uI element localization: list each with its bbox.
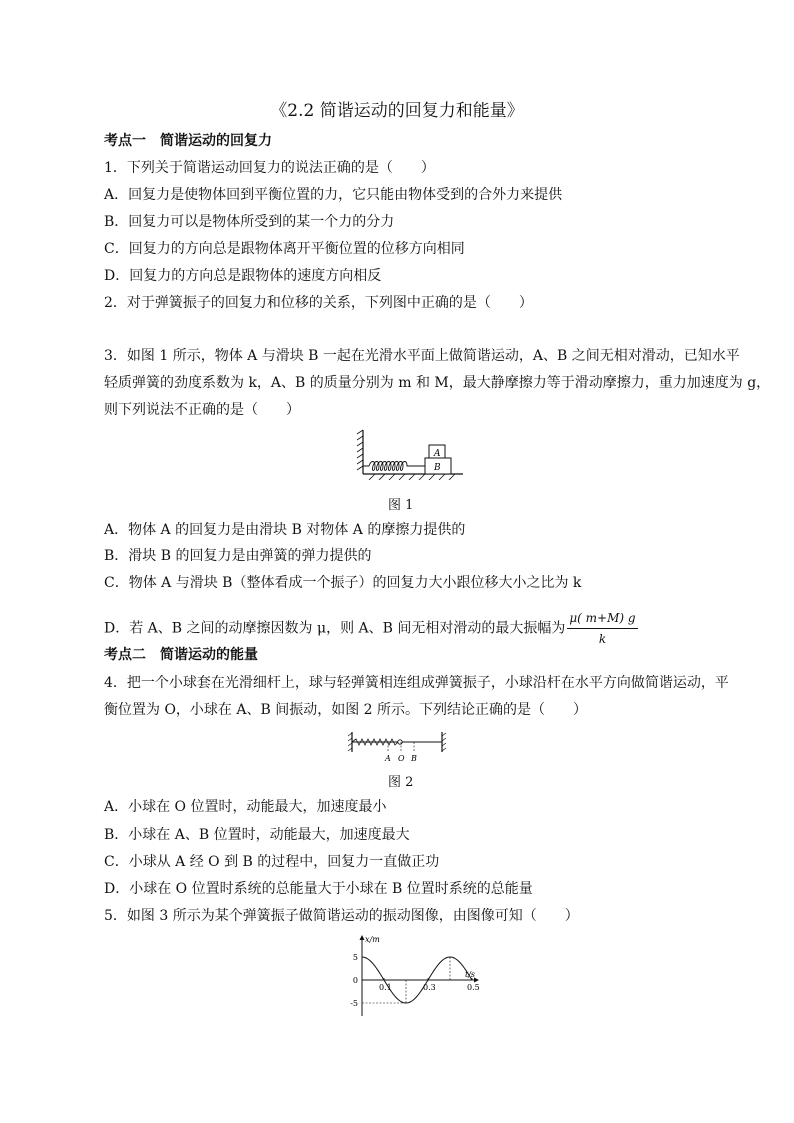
point-o-label: O [398,754,405,763]
q3-option-b: B．滑块 B 的回复力是由弹簧的弹力提供的 [104,548,372,564]
q1-option-d: D．回复力的方向总是跟物体的速度方向相反 [104,268,382,284]
fraction-denominator: k [598,632,607,646]
q3-option-a: A．物体 A 的回复力是由滑块 B 对物体 A 的摩擦力提供的 [104,522,466,538]
figure-1-caption: 图 1 [388,498,414,513]
point-a-label: A [385,754,391,763]
block-b-label: B [434,463,441,473]
q1-option-a: A．回复力是使物体回到平衡位置的力，它只能由物体受到的合外力来提供 [104,187,563,203]
x-tick-label: 0.1 [379,983,392,992]
question-1: 1．下列关于简谐运动回复力的说法正确的是（ ） [104,160,435,176]
question-3-line-2: 轻质弹簧的劲度系数为 k，A、B 的质量分别为 m 和 M，最大静摩擦力等于滑动摩擦力，重力加速度为 g， [104,375,771,391]
question-5: 5．如图 3 所示为某个弹簧振子做简谐运动的振动图像，由图像可知（ ） [104,908,579,924]
y-tick-label: 0 [352,976,358,985]
ball [398,740,402,744]
block-a-label: A [434,449,441,459]
q3-option-d-text: D．若 A、B 之间的动摩擦因数为 μ，则 A、B 间无相对滑动的最大振幅为 [104,620,566,637]
q1-option-b: B．回复力可以是物体所受到的某一个力的分力 [104,214,395,230]
point-b-label: B [411,754,417,763]
question-4-line-1: 4．把一个小球套在光滑细杆上，球与轻弹簧相连组成弹簧振子，小球沿杆在水平方向做简谐运动，平 [104,675,729,691]
q3-option-d [104,608,638,649]
figure-3-vibration-graph [340,932,485,1022]
y-tick-label: -5 [350,999,358,1008]
q3-option-c: C．物体 A 与滑块 B（整体看成一个振子）的回复力大小跟位移大小之比为 k [104,575,582,591]
q1-option-c: C．回复力的方向总是跟物体离开平衡位置的位移方向相同 [104,241,465,257]
q4-option-a: A．小球在 O 位置时，动能最大，加速度最小 [104,799,387,815]
page-title: 《2.2 简谐运动的回复力和能量》 [270,101,524,121]
q4-option-d: D．小球在 O 位置时系统的总能量大于小球在 B 位置时系统的总能量 [104,881,533,897]
question-2: 2．对于弹簧振子的回复力和位移的关系，下列图中正确的是（ ） [104,295,533,311]
section-heading-2: 考点二 简谐运动的能量 [104,647,258,663]
question-3-line-3: 则下列说法不正确的是（ ） [104,402,300,418]
y-axis-label: x/m [365,935,380,944]
y-tick-label: 5 [352,953,358,962]
q4-option-c: C．小球从 A 经 O 到 B 的过程中，回复力一直做正功 [104,854,440,870]
figure-1-spring-blocks [355,428,465,480]
x-tick-label: 0.5 [467,983,480,992]
figure-2-oscillator-rod [348,730,448,766]
question-3-line-1: 3．如图 1 所示，物体 A 与滑块 B 一起在光滑水平面上做简谐运动，A、B 之间无相对滑动，已知水平 [104,348,740,364]
q4-option-b: B．小球在 A、B 位置时，动能最大，加速度最大 [104,827,410,843]
question-4-line-2: 衡位置为 O，小球在 A、B 间振动，如图 2 所示。下列结论正确的是（ ） [104,702,588,718]
fraction-numerator: μ( m+M) g [567,608,637,629]
x-tick-label: 0.3 [423,983,436,992]
max-amplitude-fraction [567,608,637,649]
figure-2-caption: 图 2 [388,775,414,790]
x-axis-label: t/s [465,970,476,979]
y-axis-arrow [360,935,365,940]
section-heading-1: 考点一 简谐运动的回复力 [104,133,272,149]
